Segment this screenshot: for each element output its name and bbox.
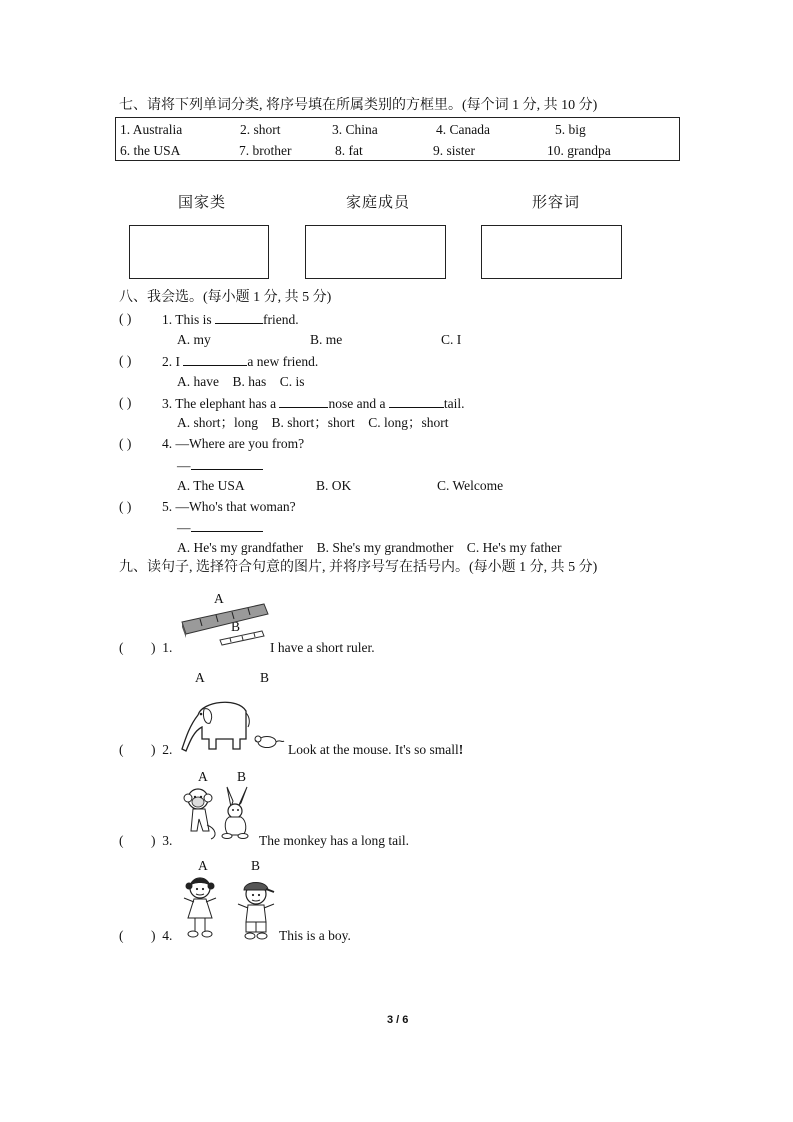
q9-3-number: ) 3. <box>151 833 173 848</box>
answer-paren[interactable]: ( ) <box>119 436 132 451</box>
option-a: A. my <box>177 332 211 347</box>
option-c: C. Welcome <box>437 478 504 493</box>
q8-5-options: A. He's my grandfather B. She's my grandmother C. He's my father <box>177 540 562 555</box>
answer-paren[interactable]: ( ) <box>119 499 132 514</box>
fill-blank[interactable] <box>215 311 263 324</box>
answer-open-paren[interactable]: ( <box>119 833 124 848</box>
picture-label-a: A <box>195 670 205 685</box>
word-bank-table <box>115 117 680 161</box>
picture-label-a: A <box>214 591 224 606</box>
section7-heading: 七、请将下列单词分类, 将序号填在所属类别的方框里。(每个词 1 分, 共 10 分) <box>119 98 598 113</box>
word-item: 7. brother <box>239 143 292 158</box>
category-family-label: 家庭成员 <box>346 195 411 211</box>
answer-paren[interactable]: ( ) <box>119 395 132 410</box>
fill-blank[interactable] <box>191 457 263 470</box>
answer-open-paren[interactable]: ( <box>119 742 124 757</box>
q9-3-sentence: The monkey has a long tail. <box>259 833 409 848</box>
q9-2-number: ) 2. <box>151 742 173 757</box>
picture-label-a: A <box>198 858 208 873</box>
fill-blank[interactable] <box>183 353 247 366</box>
q8-5-stem: 5. —Who's that woman? <box>162 499 296 514</box>
word-item: 1. Australia <box>120 122 183 137</box>
word-item: 9. sister <box>433 143 475 158</box>
category-countries-label: 国家类 <box>178 195 227 211</box>
q8-4-answer-line: — <box>177 457 263 474</box>
answer-open-paren[interactable]: ( <box>119 928 124 943</box>
category-adjectives-label: 形容词 <box>532 195 581 211</box>
option-c: C. I <box>441 332 462 347</box>
picture-label-b: B <box>237 769 247 784</box>
option-a: A. The USA <box>177 478 245 493</box>
q8-1-stem: 1. This is friend. <box>162 312 299 327</box>
monkey-rabbit-illustration <box>183 785 263 841</box>
word-item: 5. big <box>555 122 586 137</box>
picture-label-a: A <box>198 769 208 784</box>
q8-2-options: A. have B. has C. is <box>177 374 305 389</box>
elephant-mouse-illustration <box>180 697 285 755</box>
section9-heading: 九、读句子, 选择符合句意的图片, 并将序号写在括号内。(每小题 1 分, 共 5 分) <box>119 560 598 575</box>
fill-blank[interactable] <box>389 395 444 408</box>
answer-open-paren[interactable]: ( <box>119 640 124 655</box>
q8-3-stem: 3. The elephant has a nose and a tail. <box>162 396 465 411</box>
q9-4-number: ) 4. <box>151 928 173 943</box>
page-number: 3 / 6 <box>387 1014 409 1026</box>
option-b: B. OK <box>316 478 352 493</box>
girl-boy-illustration <box>178 874 278 942</box>
q9-1-number: ) 1. <box>151 640 173 655</box>
picture-label-b: B <box>260 670 270 685</box>
adjectives-answer-box[interactable] <box>481 225 622 279</box>
word-item: 4. Canada <box>436 122 490 137</box>
q9-2-sentence: Look at the mouse. It's so small! <box>288 742 464 757</box>
family-answer-box[interactable] <box>305 225 446 279</box>
word-item: 8. fat <box>335 143 363 158</box>
q8-5-answer-line: — <box>177 519 263 536</box>
answer-paren[interactable]: ( ) <box>119 311 132 326</box>
section8-heading: 八、我会选。(每小题 1 分, 共 5 分) <box>119 290 332 305</box>
picture-label-b: B <box>251 858 261 873</box>
option-b: B. me <box>310 332 343 347</box>
word-item: 2. short <box>240 122 281 137</box>
fill-blank[interactable] <box>279 395 328 408</box>
q9-1-sentence: I have a short ruler. <box>270 640 375 655</box>
answer-paren[interactable]: ( ) <box>119 353 132 368</box>
q8-2-stem: 2. I a new friend. <box>162 354 319 369</box>
rulers-illustration <box>180 600 270 650</box>
word-item: 10. grandpa <box>547 143 611 158</box>
countries-answer-box[interactable] <box>129 225 269 279</box>
fill-blank[interactable] <box>191 519 263 532</box>
q9-4-sentence: This is a boy. <box>279 928 351 943</box>
word-item: 3. China <box>332 122 378 137</box>
q8-4-stem: 4. —Where are you from? <box>162 436 305 451</box>
q8-3-options: A. short；long B. short；short C. long；short <box>177 415 449 430</box>
picture-label-b: B <box>231 619 241 634</box>
word-item: 6. the USA <box>120 143 181 158</box>
